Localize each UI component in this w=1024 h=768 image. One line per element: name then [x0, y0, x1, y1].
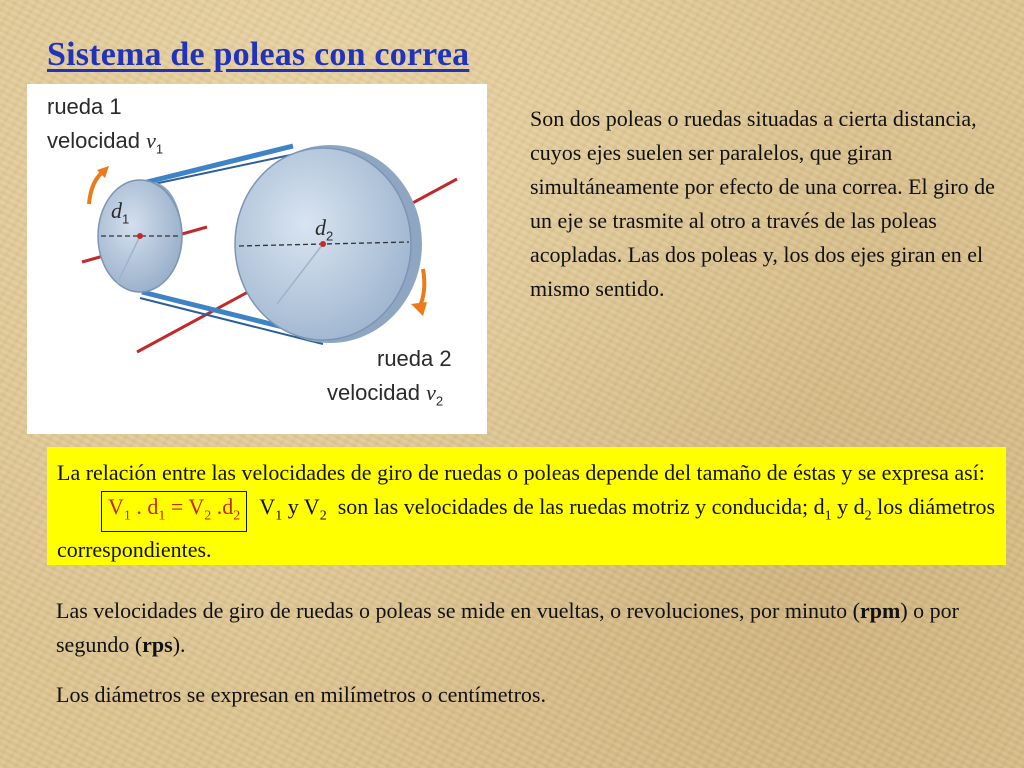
pulley-diagram	[27, 84, 487, 434]
d2-label: $d_2$	[315, 215, 334, 244]
pulley-1-center	[137, 233, 143, 239]
description-paragraph: Son dos poleas o ruedas situadas a cierta distancia, cuyos ejes suelen ser paralelos, que giran simultáneamente por efecto de una correa. El giro de un eje se trasmite al otro a través de las poleas acopladas. Las dos poleas y, los dos ejes giran en el mismo sentido.	[530, 106, 995, 301]
d1-label: $d_1$	[111, 198, 130, 227]
relation-explanation: $V_1$ y $V_2$ son las velocidades de las ruedas motriz y conducida; $d_1$ y $d_2$ los diámetros correspondientes.	[57, 494, 996, 563]
relation-box	[47, 447, 1006, 565]
relation-intro: La relación entre las velocidades de giro de ruedas o poleas depende del tamaño de éstas y se expresa así:	[57, 460, 985, 485]
rpm-term: rpm	[860, 598, 901, 623]
speed-2-label: velocidad $v_2$	[327, 380, 444, 409]
rps-term: rps	[142, 632, 173, 657]
speed-diameter-formula: $V_1$ . $d_1 = V_2$ $.d_2$	[101, 491, 247, 532]
speed-1-label: velocidad $v_1$	[47, 128, 164, 157]
rotation-arrow-2-head	[411, 302, 427, 316]
diameter-units-paragraph: Los diámetros se expresan en milímetros o centímetros.	[56, 682, 546, 707]
speed-units-paragraph: Las velocidades de giro de ruedas o poleas se mide en vueltas, o revoluciones, por minuto (rpm) o por segundo (rps).	[56, 598, 959, 657]
wheel-1-label: rueda 1	[47, 94, 122, 119]
slide-title: Sistema de poleas con correa	[47, 36, 470, 73]
rotation-arrow-2	[419, 269, 424, 308]
wheel-2-label: rueda 2	[377, 346, 452, 371]
